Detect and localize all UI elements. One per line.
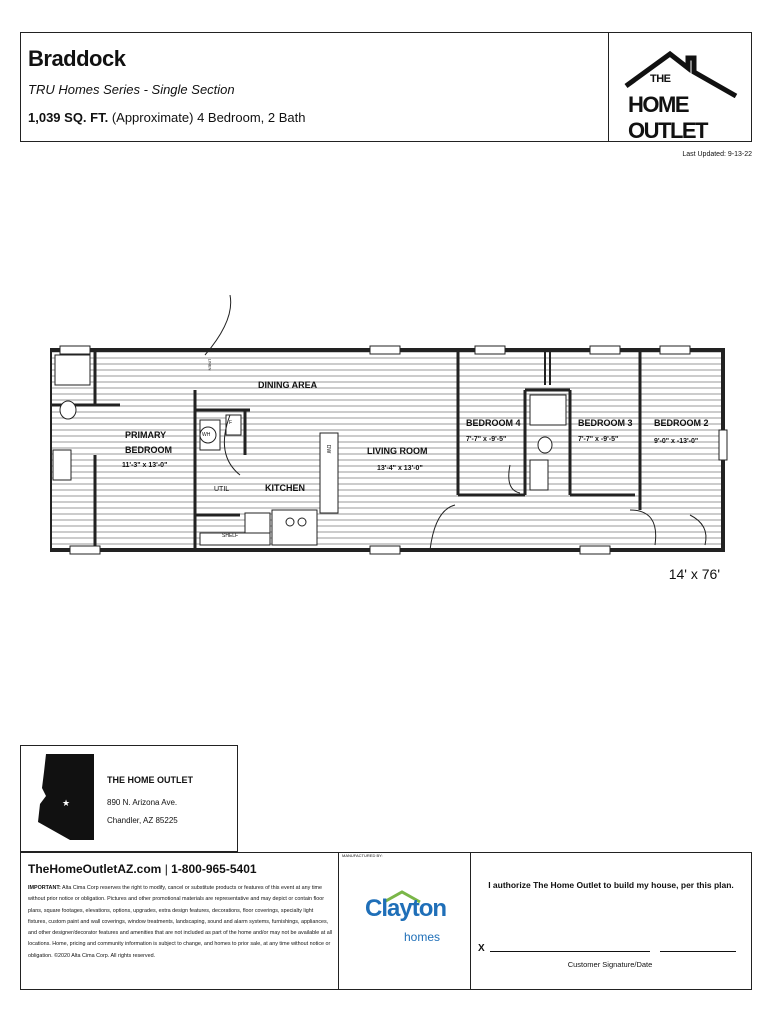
fixture-label-f: F xyxy=(229,420,233,426)
last-updated: Last Updated: 9-13-22 xyxy=(682,151,752,158)
store-address-line2: Chandler, AZ 85225 xyxy=(107,816,178,825)
room-dim-bedroom4: 7'-7" x -9'-5" xyxy=(466,436,507,443)
logo-text-home-outlet: HOME OUTLET xyxy=(628,92,707,143)
signature-label: Customer Signature/Date xyxy=(567,960,653,969)
phone-number[interactable]: 1-800-965-5401 xyxy=(171,862,257,876)
room-label-bedroom2: BEDROOM 2 xyxy=(654,418,709,428)
room-label-dining: DINING AREA xyxy=(258,380,318,390)
legal-notice xyxy=(28,883,333,962)
room-dim-bedroom2: 9'-0" x -13'-0" xyxy=(654,438,699,445)
plan-title: Braddock xyxy=(28,46,126,71)
room-dim-primary: 11'-3" x 13'-0" xyxy=(122,462,168,469)
clayton-logo-text: Clayton xyxy=(365,895,447,922)
home-outlet-logo-roof xyxy=(618,48,742,98)
room-label-living: LIVING ROOM xyxy=(367,446,428,456)
room-dim-living: 13'-4" x 13'-0" xyxy=(377,465,423,472)
plan-subtitle: TRU Homes Series - Single Section xyxy=(28,82,235,97)
room-label-bedroom4: BEDROOM 4 xyxy=(466,418,521,428)
store-name: THE HOME OUTLET xyxy=(107,775,193,785)
sqft-bold: 1,039 SQ. FT. xyxy=(28,110,109,125)
room-label-primary-2: BEDROOM xyxy=(125,445,172,455)
contact-line: TheHomeOutletAZ.com | 1-800-965-5401 xyxy=(28,862,257,876)
legal-label: IMPORTANT: xyxy=(28,885,61,891)
logo-text-the: THE xyxy=(650,73,671,85)
room-label-kitchen: KITCHEN xyxy=(265,483,305,493)
signature-x: X xyxy=(478,943,485,954)
fixture-label-dw: DW xyxy=(325,444,332,454)
room-label-bedroom3: BEDROOM 3 xyxy=(578,418,633,428)
store-address-line1: 890 N. Arizona Ave. xyxy=(107,798,178,807)
footer-divider-2 xyxy=(470,852,471,990)
manufactured-by-label: MANUFACTURED BY: xyxy=(342,853,383,858)
footer-divider-1 xyxy=(338,852,339,990)
room-label-primary-1: PRIMARY xyxy=(125,430,167,440)
plan-sqft xyxy=(28,110,305,125)
room-label-shelf: SHELF xyxy=(222,533,239,539)
date-line[interactable] xyxy=(660,951,736,952)
room-label-util: UTIL xyxy=(214,486,230,493)
website-link[interactable]: TheHomeOutletAZ.com xyxy=(28,862,162,876)
svg-text:★: ★ xyxy=(62,799,71,809)
arizona-map-icon xyxy=(36,752,98,842)
fixture-label-linen: LINEN xyxy=(207,358,213,371)
sqft-rest: (Approximate) 4 Bedroom, 2 Bath xyxy=(108,110,306,125)
header-divider xyxy=(608,32,609,142)
room-dim-bedroom3: 7'-7" x -9'-5" xyxy=(578,436,619,443)
authorization-statement: I authorize The Home Outlet to build my house, per this plan. xyxy=(488,880,734,890)
fixture-label-wh: WH xyxy=(202,432,211,438)
home-dimensions: 14' x 76' xyxy=(668,566,720,582)
legal-text: Alta Cima Corp reserves the right to modify, cancel or substitute products or features of this event at any time without prior notice or obligation. Pictures and other promotional materials are representative and may depict or contain floor plans, square footages, elevations, options, upgrades, extra design features, decorations, floor coverings, specialty light fixtures, custom paint and wall coverings, window treatments, landscaping, sound and alarm systems, furnishings, appliances, and other designer/decorator features and amenities that are not included as part of the home and/or may not be available at all locations. Home, pricing and community information is subject to change, and homes to prior sale, at any time without notice or obligation. ©2020 Alta Cima Corp. All rights reserved. xyxy=(28,885,333,959)
clayton-logo-sub: homes xyxy=(404,930,441,944)
store-address xyxy=(107,794,178,830)
signature-line[interactable] xyxy=(490,951,650,952)
